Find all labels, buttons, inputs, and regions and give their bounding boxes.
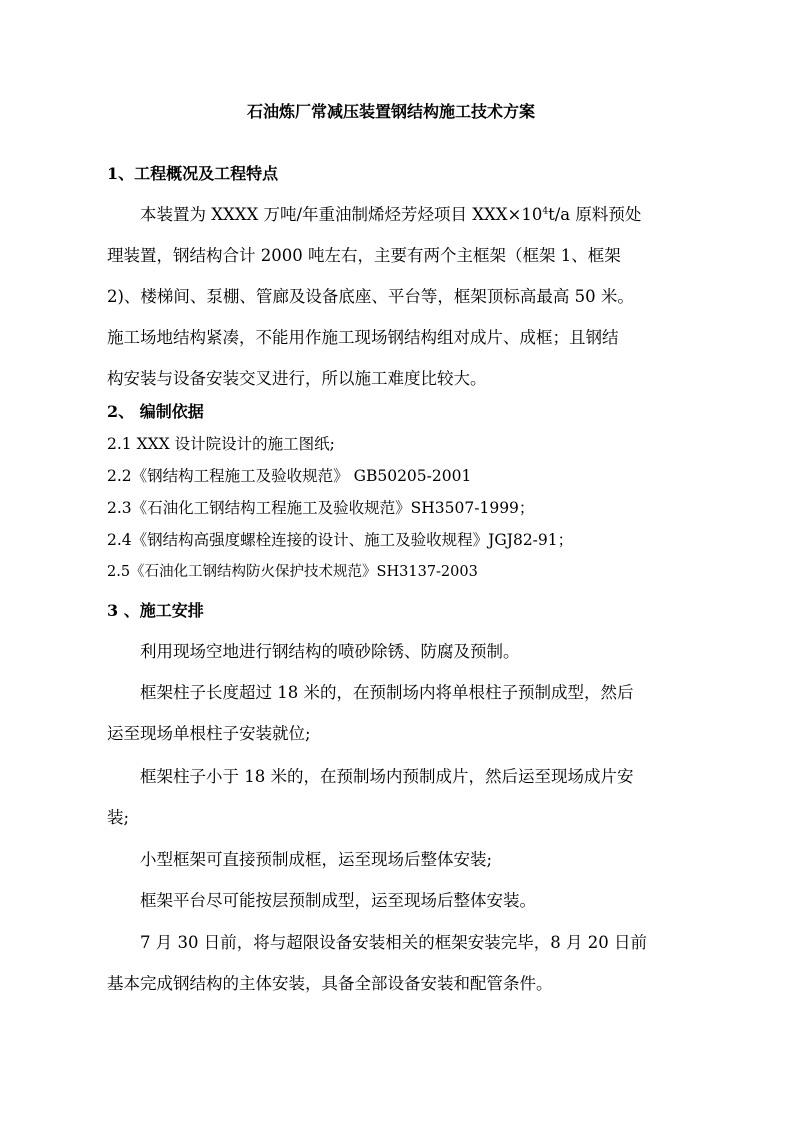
- section-1-line-2: 理装置，钢结构合计 2000 吨左右，主要有两个主框架（框架 1、框架: [107, 246, 621, 265]
- section-1-line-4: 施工场地结构紧凑，不能用作施工现场钢结构组对成片、成框；且钢结: [107, 328, 619, 347]
- arrangement-paragraph-5: 框架平台尽可能按层预制成型，运至现场后整体安装。: [140, 891, 536, 910]
- reference-item: 2.1 XXX 设计院设计的施工图纸;: [107, 435, 335, 453]
- arrangement-paragraph-3: 框架柱子小于 18 米的，在预制场内预制成片，然后运至现场成片安: [140, 767, 634, 786]
- section-1-heading: 1、工程概况及工程特点: [107, 164, 279, 183]
- reference-item: 2.2《钢结构工程施工及验收规范》 GB50205-2001: [107, 467, 472, 485]
- reference-item: 2.4《钢结构高强度螺栓连接的设计、施工及验收规程》JGJ82-91；: [107, 531, 574, 549]
- arrangement-paragraph-3-cont: 装;: [107, 808, 130, 827]
- section-2-heading: 2、 编制依据: [107, 402, 204, 421]
- exponent: 4: [542, 206, 549, 217]
- arrangement-paragraph-6-cont: 基本完成钢结构的主体安装，具备全部设备安装和配管条件。: [107, 974, 553, 993]
- arrangement-paragraph-2-cont: 运至现场单根柱子安装就位;: [107, 724, 311, 743]
- arrangement-paragraph-1: 利用现场空地进行钢结构的喷砂除锈、防腐及预制。: [140, 642, 520, 661]
- arrangement-paragraph-2: 框架柱子长度超过 18 米的，在预制场内将单根柱子预制成型，然后: [140, 683, 634, 702]
- reference-item: 2.5《石油化工钢结构防火保护技术规范》SH3137-2003: [107, 564, 478, 580]
- section-1-line-5: 构安装与设备安装交叉进行，所以施工难度比较大。: [107, 369, 487, 388]
- section-1-line-3: 2)、楼梯间、泵棚、管廊及设备底座、平台等，框架顶标高最高 50 米。: [107, 287, 634, 306]
- reference-item: 2.3《石油化工钢结构工程施工及验收规范》SH3507-1999；: [107, 499, 535, 517]
- section-1-line-1: 本装置为 XXXX 万吨/年重油制烯烃芳烃项目 $XXX\times 10^4t/a$ 原料预处: [140, 205, 642, 224]
- page-title: 石油炼厂常减压装置钢结构施工技术方案: [247, 102, 536, 121]
- section-3-heading: 3 、施工安排: [107, 601, 204, 620]
- arrangement-paragraph-6: 7 月 30 日前，将与超限设备安装相关的框架安装完毕，8 月 20 日前: [140, 933, 647, 952]
- arrangement-paragraph-4: 小型框架可直接预制成框，运至现场后整体安装;: [140, 850, 493, 869]
